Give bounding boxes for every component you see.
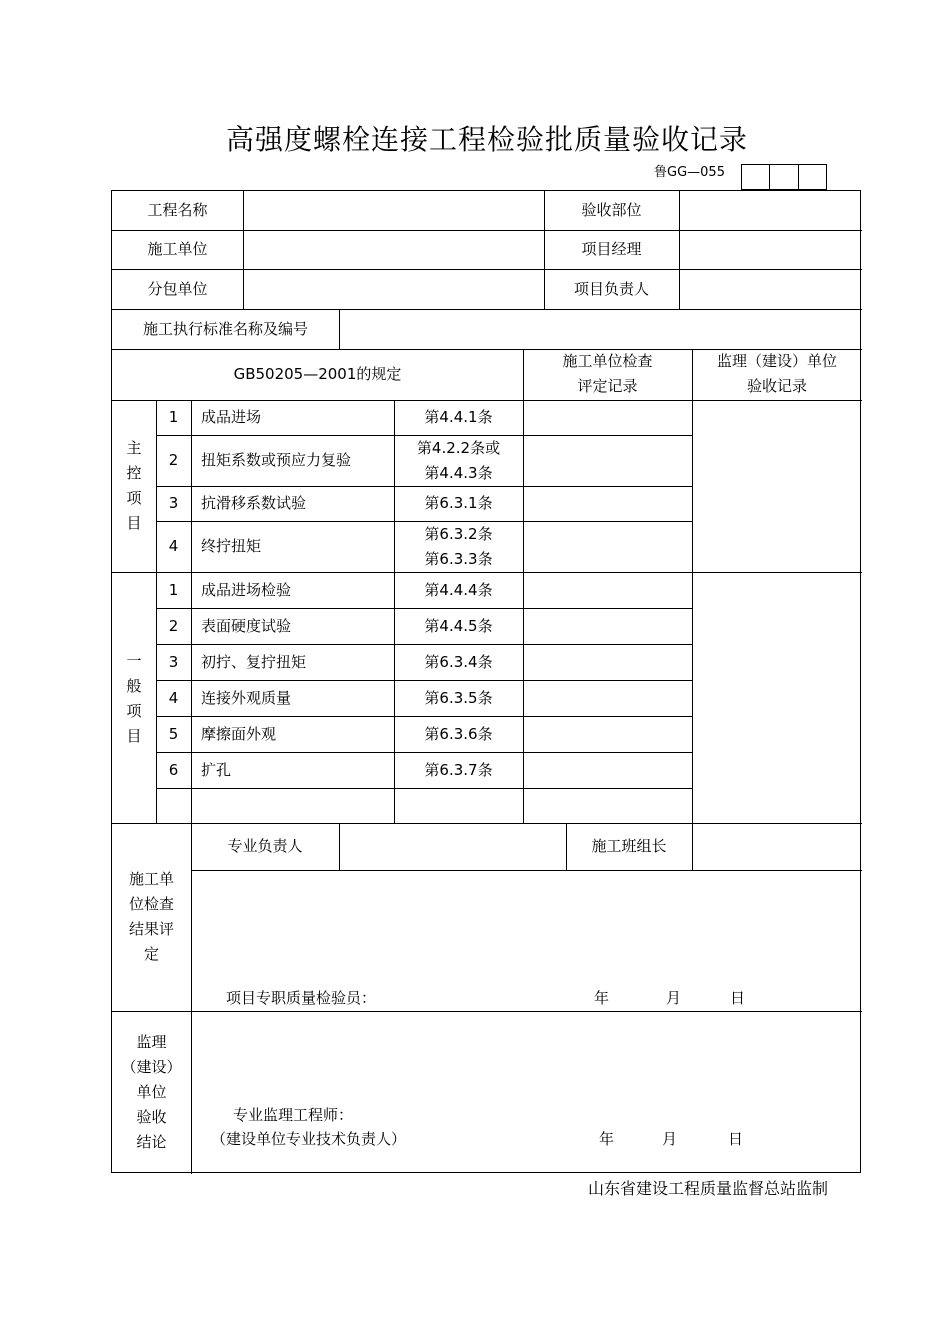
- table-rule: [156, 486, 692, 487]
- main-items-label-char: 目: [126, 514, 142, 532]
- item-clause: 第4.4.1条: [424, 408, 493, 426]
- supervision-conclusion-label: （建设）: [121, 1058, 182, 1076]
- general-items-label-char: 一: [126, 652, 142, 670]
- item-clause: 第6.3.7条: [424, 761, 493, 779]
- table-rule: [191, 823, 192, 1174]
- subcontract-unit-field[interactable]: [244, 277, 544, 302]
- date-year-label: 年: [594, 989, 610, 1007]
- table-rule: [112, 400, 862, 401]
- spec-column-header: GB50205—2001的规定: [233, 365, 402, 383]
- project-leader-field[interactable]: [680, 277, 860, 302]
- item-clause: 第4.4.4条: [424, 581, 493, 599]
- item-name: 终拧扭矩: [201, 537, 262, 555]
- table-rule: [156, 788, 692, 789]
- team-leader-field[interactable]: [693, 834, 860, 859]
- date-day-label: 日: [730, 989, 746, 1007]
- supervision-header-line1: 监理（建设）单位: [716, 352, 837, 370]
- standard-name-label: 施工执行标准名称及编号: [142, 320, 308, 338]
- date-month-label: 月: [666, 989, 682, 1007]
- construction-result-label: 结果评: [128, 920, 174, 938]
- acceptance-part-field[interactable]: [680, 198, 860, 223]
- standard-name-field[interactable]: [340, 317, 860, 342]
- item-name: 抗滑移系数试验: [201, 494, 307, 512]
- project-manager-label: 项目经理: [581, 240, 642, 258]
- item-name: 表面硬度试验: [201, 617, 292, 635]
- item-clause: 第4.4.5条: [424, 617, 493, 635]
- item-number: 5: [168, 725, 179, 743]
- table-rule: [692, 349, 693, 823]
- project-manager-field[interactable]: [680, 237, 860, 262]
- date-day-label: 日: [728, 1130, 744, 1148]
- table-rule: [112, 823, 862, 824]
- item-number: 4: [168, 537, 179, 555]
- item-clause: 第6.3.3条: [424, 550, 493, 568]
- team-leader-label: 施工班组长: [591, 837, 667, 855]
- construction-check-header-line2: 评定记录: [577, 377, 638, 395]
- project-name-label: 工程名称: [147, 201, 208, 219]
- item-number: 2: [168, 451, 179, 469]
- supervision-conclusion-label: 结论: [136, 1133, 167, 1151]
- item-name: 成品进场: [201, 408, 262, 426]
- project-name-field[interactable]: [244, 198, 544, 223]
- item-clause: 第6.3.2条: [424, 525, 493, 543]
- professional-leader-label: 专业负责人: [227, 837, 303, 855]
- date-month-label: 月: [662, 1130, 678, 1148]
- owner-tech-leader-label: （建设单位专业技术负责人）: [211, 1130, 407, 1148]
- item-name: 连接外观质量: [201, 689, 292, 707]
- table-rule: [156, 680, 692, 681]
- supervision-engineer-label: 专业监理工程师：: [233, 1106, 354, 1124]
- item-clause: 第6.3.4条: [424, 653, 493, 671]
- table-rule: [156, 644, 692, 645]
- construction-unit-label: 施工单位: [147, 240, 208, 258]
- item-number: 4: [168, 689, 179, 707]
- supervision-conclusion-label: 单位: [136, 1083, 167, 1101]
- item-clause: 第6.3.1条: [424, 494, 493, 512]
- code-box[interactable]: [798, 165, 826, 189]
- inspection-form: [111, 190, 861, 1173]
- supervision-header-line2: 验收记录: [746, 377, 807, 395]
- table-rule: [523, 349, 524, 823]
- construction-result-label: 施工单: [128, 870, 174, 888]
- table-rule: [112, 269, 862, 270]
- project-leader-label: 项目负责人: [573, 280, 649, 298]
- item-clause: 第4.2.2条或: [416, 439, 501, 457]
- code-box[interactable]: [769, 165, 797, 189]
- construction-result-label: 定: [143, 945, 159, 963]
- table-rule: [112, 230, 862, 231]
- item-name: 扭矩系数或预应力复验: [201, 451, 352, 469]
- general-items-label-char: 般: [126, 677, 142, 695]
- date-year-label: 年: [599, 1130, 615, 1148]
- main-items-label-char: 控: [126, 464, 142, 482]
- main-items-label-char: 项: [126, 489, 142, 507]
- item-number: 1: [168, 408, 179, 426]
- item-clause: 第6.3.6条: [424, 725, 493, 743]
- page-title: 高强度螺栓连接工程检验批质量验收记录: [225, 123, 748, 156]
- table-rule: [112, 572, 862, 573]
- construction-unit-field[interactable]: [244, 237, 544, 262]
- item-number: 3: [168, 653, 179, 671]
- supervision-conclusion-label: 监理: [136, 1033, 167, 1051]
- item-clause: 第6.3.5条: [424, 689, 493, 707]
- table-rule: [191, 870, 862, 871]
- supervision-conclusion-label: 验收: [136, 1108, 167, 1126]
- table-rule: [156, 716, 692, 717]
- item-name: 扩孔: [201, 761, 232, 779]
- general-items-label-char: 项: [126, 702, 142, 720]
- subcontract-unit-label: 分包单位: [147, 280, 208, 298]
- item-name: 初拧、复拧扭矩: [201, 653, 307, 671]
- construction-check-header-line1: 施工单位检查: [562, 352, 653, 370]
- table-rule: [112, 1011, 862, 1012]
- footer-issuer: 山东省建设工程质量监督总站监制: [588, 1179, 829, 1198]
- item-number: 1: [168, 581, 179, 599]
- general-items-label-char: 目: [126, 727, 142, 745]
- table-rule: [156, 752, 692, 753]
- item-clause: 第4.4.3条: [424, 464, 493, 482]
- item-number: 2: [168, 617, 179, 635]
- form-code: 鲁GG—055: [654, 165, 725, 180]
- code-box[interactable]: [742, 165, 769, 189]
- item-number: 3: [168, 494, 179, 512]
- item-number: 6: [168, 761, 179, 779]
- item-name: 摩擦面外观: [201, 725, 277, 743]
- main-items-label-char: 主: [126, 439, 142, 457]
- table-rule: [112, 309, 862, 310]
- professional-leader-field[interactable]: [340, 834, 565, 859]
- table-rule: [191, 400, 192, 823]
- code-boxes: [741, 164, 827, 190]
- construction-result-label: 位检查: [128, 895, 174, 913]
- quality-inspector-label: 项目专职质量检验员：: [226, 989, 377, 1007]
- item-name: 成品进场检验: [201, 581, 292, 599]
- acceptance-part-label: 验收部位: [581, 201, 642, 219]
- table-rule: [156, 608, 692, 609]
